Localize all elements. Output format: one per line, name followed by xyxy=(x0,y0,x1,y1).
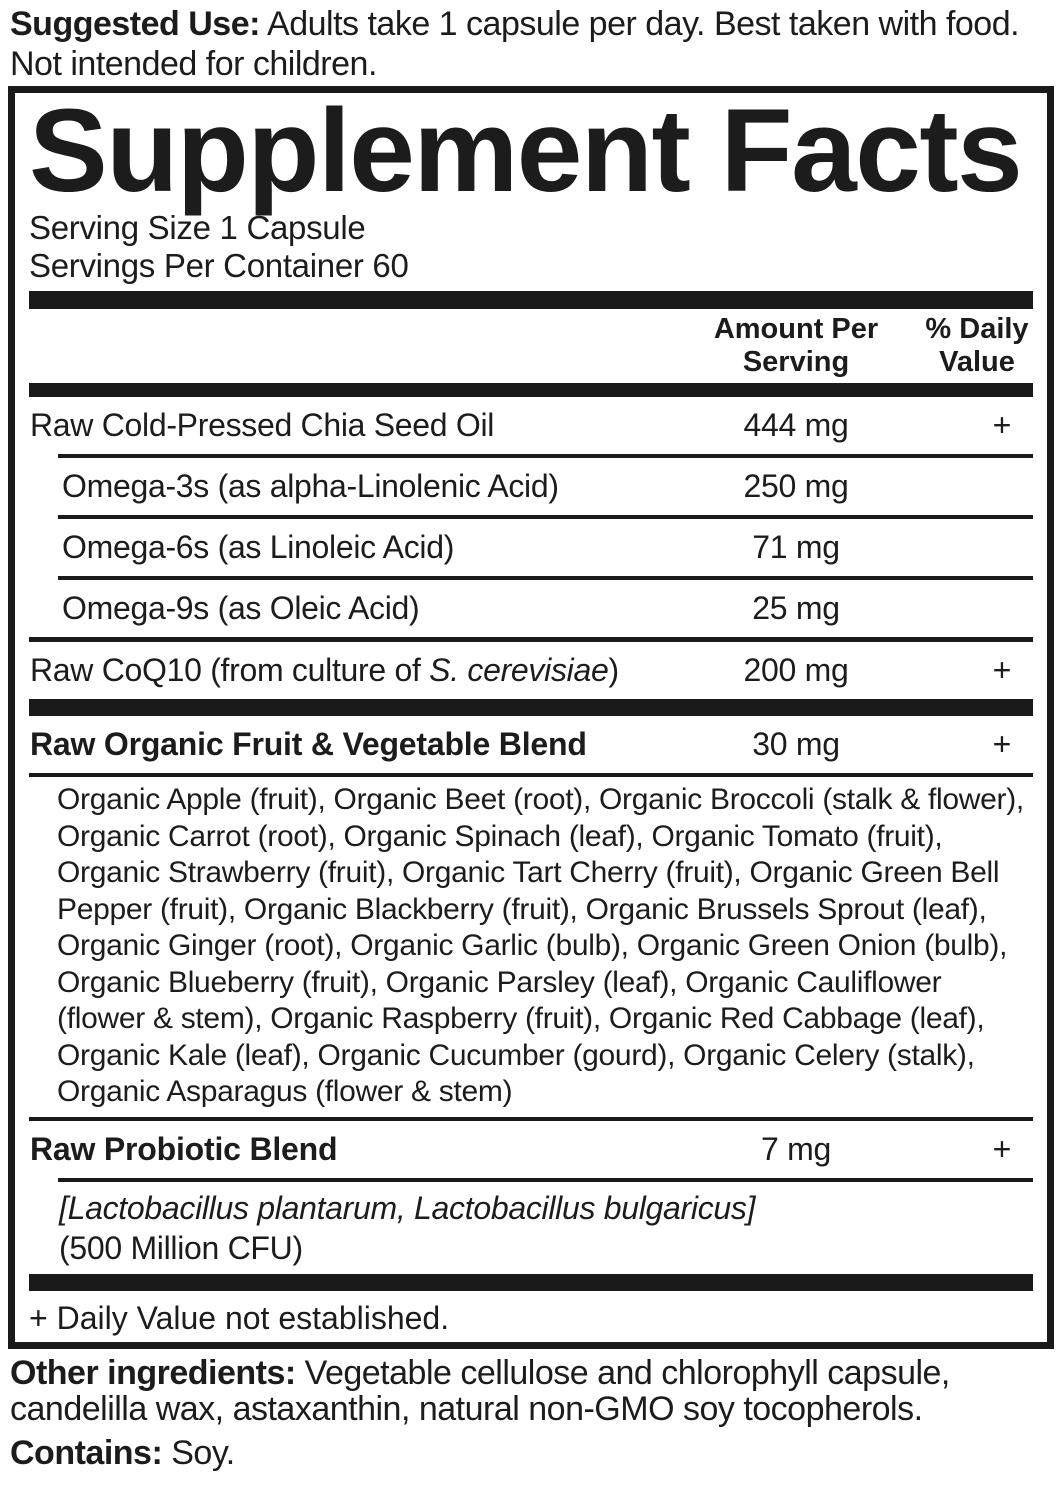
blend-details-line xyxy=(57,782,1033,1111)
blend-details-segment: [Lactobacillus plantarum, Lactobacillus bulgaricus] xyxy=(59,1189,756,1226)
ingredient-name xyxy=(29,651,671,690)
ingredient-name xyxy=(29,1130,671,1169)
suggested-use-text: Adults take 1 capsule per day. Best taken with food. Not intended for children. xyxy=(10,5,1020,83)
blend-details-segment: Organic Apple (fruit), Organic Beet (root), Organic Broccoli (stalk & flower), Organic Carrot (root), Organic Spinach (leaf), Organic Tomato (fruit), Organic Strawberry (fruit), Organic Tart Cherry (fruit), Organic Green Bell Pepper (fruit), Organic Blackberry (fruit), Organic Brussels Sprout (leaf), Organic Ginger (root), Organic Garlic (bulb), Organic Green Onion (bulb), Organic Blueberry (fruit), Organic Parsley (leaf), Organic Cauliflower (flower & stem), Organic Raspberry (fruit), Organic Red Cabbage (leaf), Organic Kale (leaf), Organic Cucumber (gourd), Organic Celery (stalk), Organic Asparagus (flower & stem) xyxy=(57,783,1024,1108)
table-row xyxy=(29,397,1033,454)
blend-details xyxy=(29,773,1033,1117)
daily-value-cell: + xyxy=(992,726,1011,762)
suggested-use-note xyxy=(10,4,1056,84)
ingredient-name-segment: Omega-3s (as alpha-Linolenic Acid) xyxy=(62,468,559,504)
contains-label: Contains: xyxy=(10,1433,163,1472)
ingredient-name-segment: Raw CoQ10 (from culture of xyxy=(30,652,430,688)
amount-cell: 25 mg xyxy=(752,590,840,626)
contains-text: Soy. xyxy=(162,1433,235,1472)
table-header-row xyxy=(29,309,1033,383)
blend-details xyxy=(58,1178,1033,1274)
amount-cell: 30 mg xyxy=(752,726,840,762)
table-row xyxy=(29,1117,1033,1178)
section-separator-bar xyxy=(29,699,1033,716)
table-row xyxy=(58,576,1033,637)
blend-details-line xyxy=(59,1228,1033,1268)
suggested-use-label: Suggested Use: xyxy=(10,5,260,43)
daily-value-cell: + xyxy=(992,1130,1011,1167)
table-row xyxy=(29,716,1033,773)
dv-header-line2: Value xyxy=(939,346,1015,378)
table-row xyxy=(58,454,1033,515)
amount-header-line2: Serving xyxy=(742,346,850,378)
daily-value-cell: + xyxy=(992,652,1011,688)
separator-bar-top xyxy=(29,291,1033,309)
ingredient-name-segment: Raw Organic Fruit & Vegetable Blend xyxy=(30,726,587,762)
supplement-facts-panel xyxy=(8,86,1054,1349)
ingredient-name-segment: Omega-9s (as Oleic Acid) xyxy=(62,590,420,626)
separator-bar-header xyxy=(29,383,1033,397)
daily-value-cell: + xyxy=(992,407,1011,443)
ingredient-name-segment: Raw Cold-Pressed Chia Seed Oil xyxy=(30,407,495,443)
ingredient-name-segment: Omega-6s (as Linoleic Acid) xyxy=(62,529,455,565)
table-row xyxy=(29,637,1033,699)
daily-value-header xyxy=(921,313,1033,379)
ingredient-name xyxy=(58,589,671,628)
amount-cell: 200 mg xyxy=(743,652,849,688)
blend-details-segment: (500 Million CFU) xyxy=(59,1229,303,1266)
amount-cell: 7 mg xyxy=(761,1130,831,1167)
amount-cell: 71 mg xyxy=(752,529,840,565)
amount-cell: 250 mg xyxy=(743,468,849,504)
ingredient-name xyxy=(58,528,671,567)
nutrient-rows-container xyxy=(29,397,1033,1291)
ingredient-name xyxy=(58,467,671,506)
servings-per-container-line: Servings Per Container 60 xyxy=(29,247,409,284)
ingredient-name-segment: Raw Probiotic Blend xyxy=(30,1130,338,1167)
other-ingredients-label: Other ingredients: xyxy=(10,1353,296,1392)
panel-title: Supplement Facts xyxy=(29,85,1022,217)
footnote-line: + Daily Value not established. xyxy=(29,1299,450,1336)
section-separator-bar xyxy=(29,1274,1033,1291)
ingredient-name xyxy=(29,406,671,445)
other-ingredients-text: Vegetable cellulose and chlorophyll capsule, candelilla wax, astaxanthin, natural non-GMO soy tocopherols. xyxy=(10,1353,950,1428)
ingredient-name-segment: ) xyxy=(608,652,619,688)
amount-header-line1: Amount Per xyxy=(713,313,879,345)
other-ingredients-note xyxy=(10,1355,1056,1427)
serving-size-line: Serving Size 1 Capsule xyxy=(29,209,366,246)
ingredient-name-segment: S. cerevisiae xyxy=(429,652,609,688)
blend-details-line xyxy=(59,1188,1033,1228)
ingredient-name xyxy=(29,725,671,764)
amount-cell: 444 mg xyxy=(743,407,849,443)
header-spacer xyxy=(29,313,671,379)
dv-header-line1: % Daily xyxy=(925,313,1029,345)
table-row xyxy=(58,515,1033,576)
amount-per-serving-header xyxy=(671,313,921,379)
contains-note xyxy=(10,1435,1056,1471)
